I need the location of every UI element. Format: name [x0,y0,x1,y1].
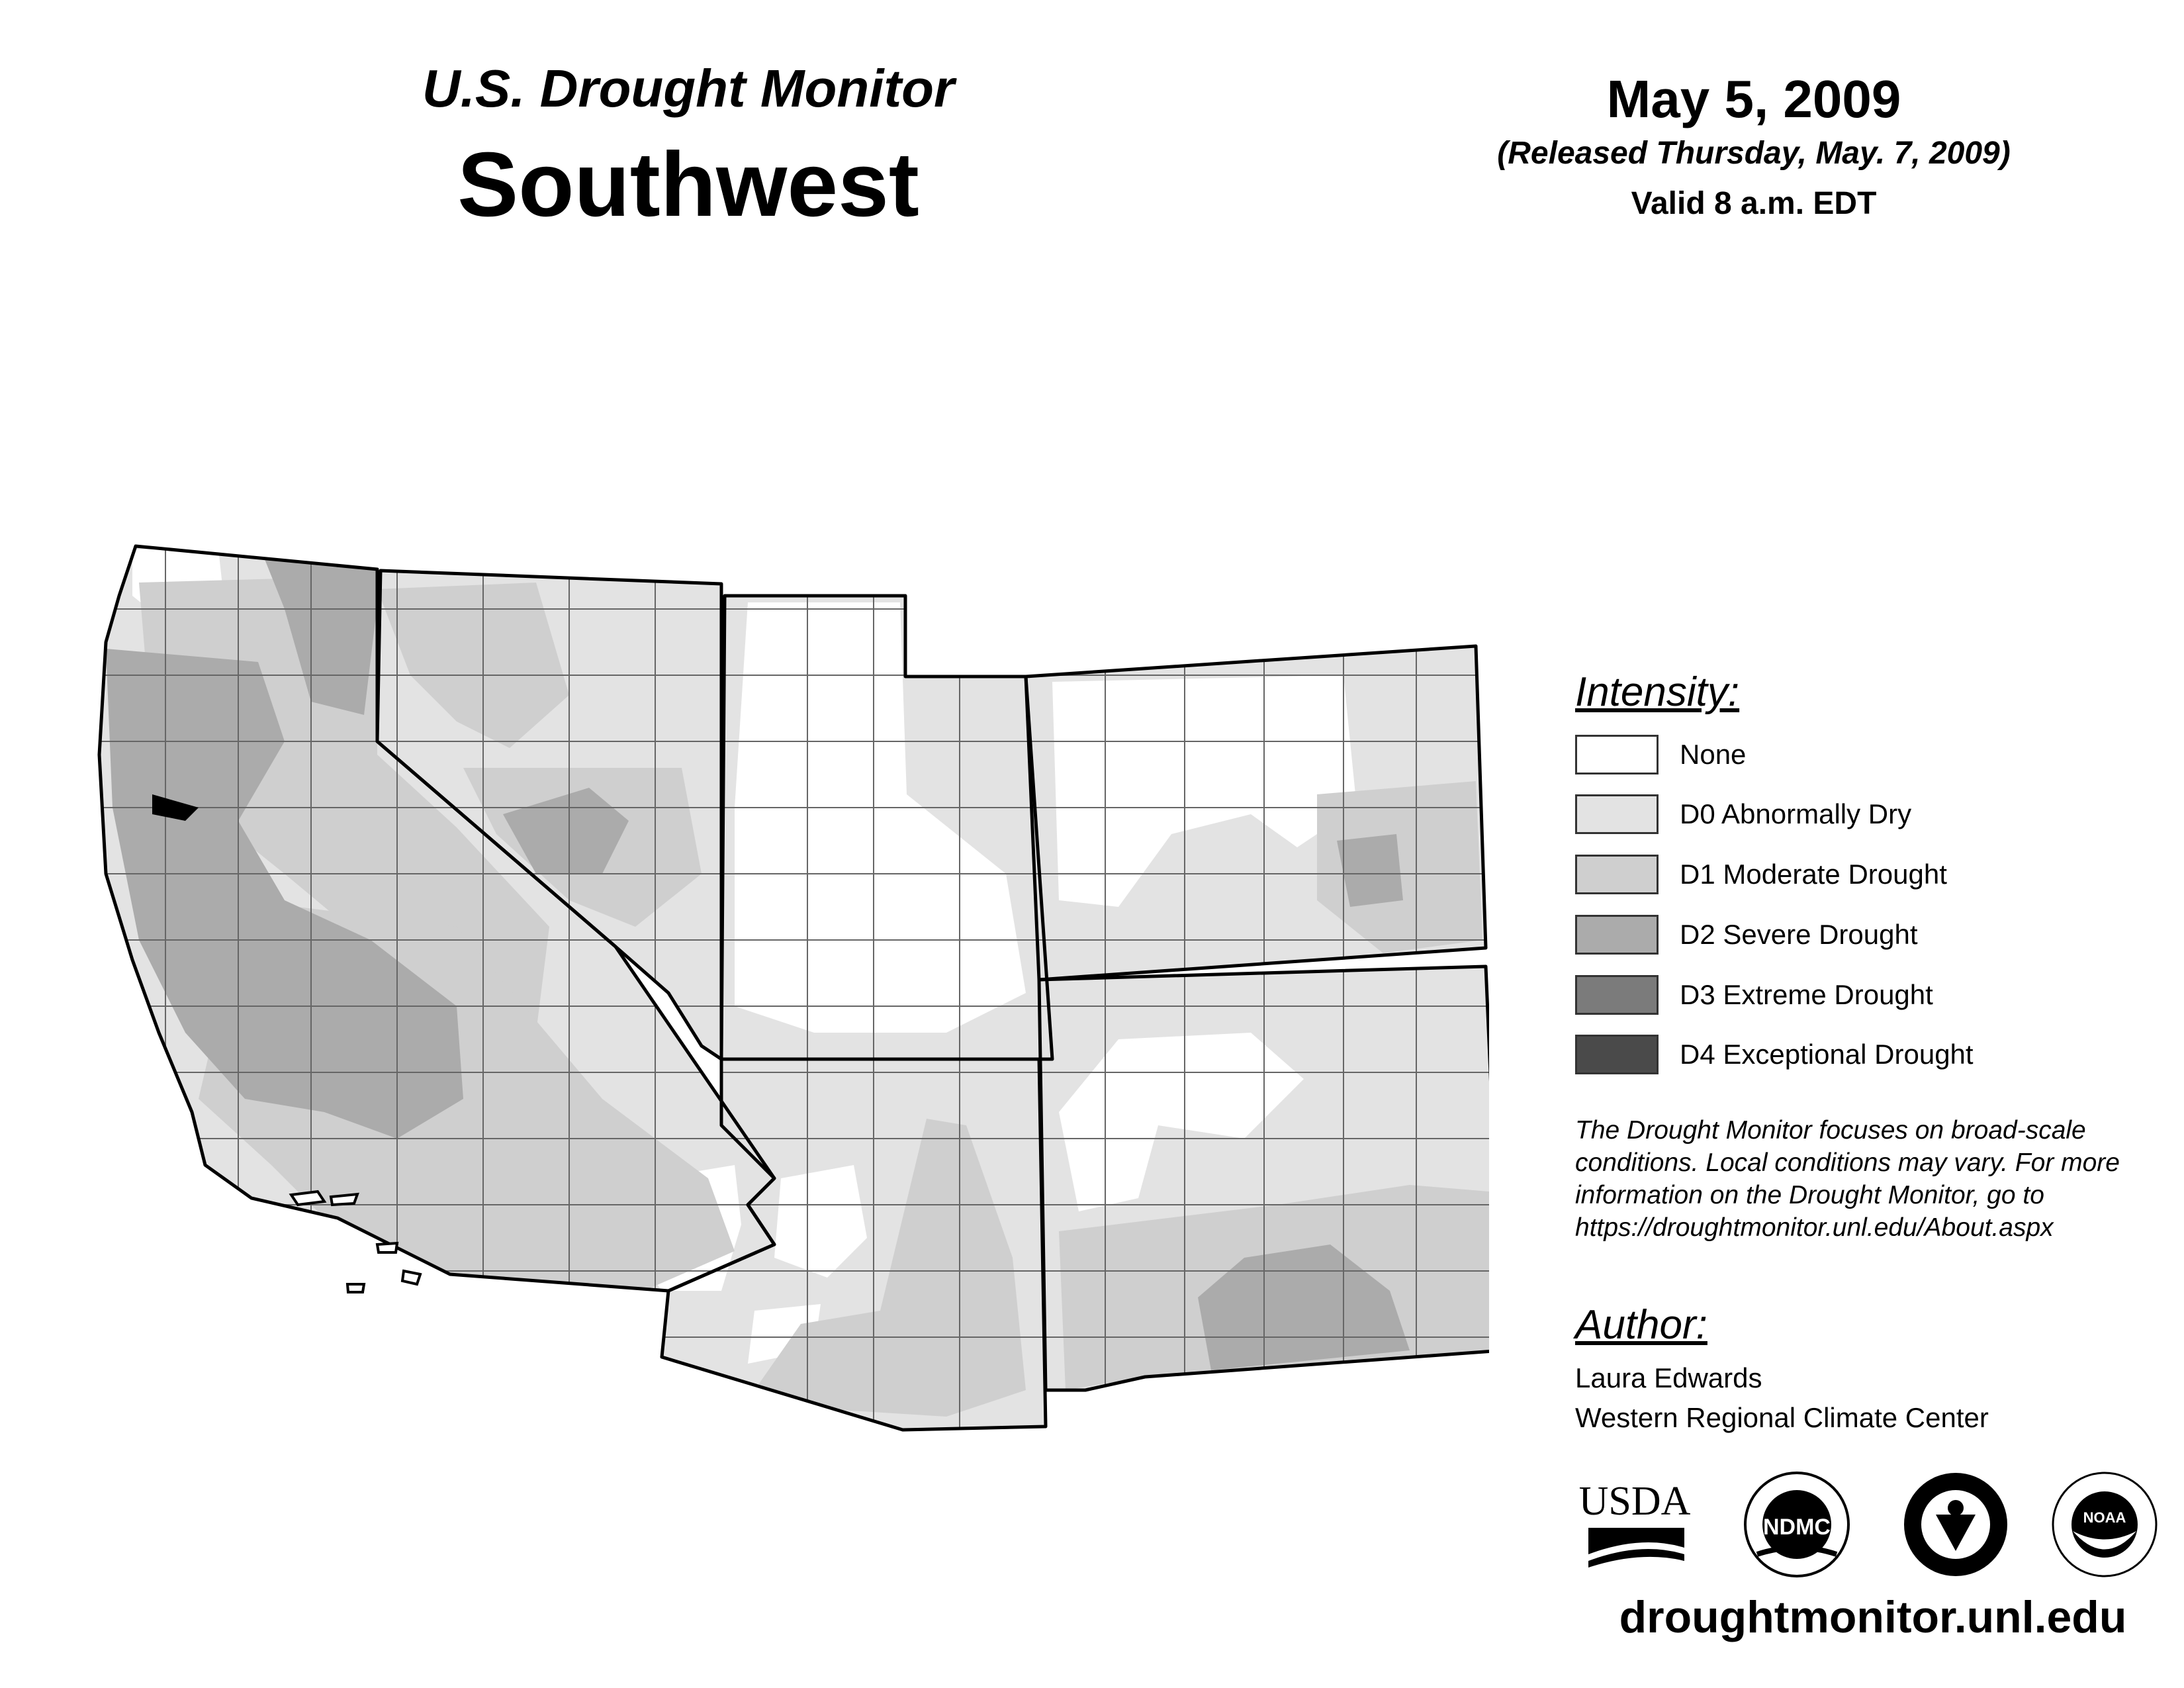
legend-item-d3 [1575,975,2078,1017]
usda-logo-text: USDA [1578,1479,1691,1524]
legend-heading: Intensity: [1575,669,1740,715]
disclaimer-line-3: information on the Drought Monitor, go to [1575,1181,2044,1209]
legend-label-none: None [1680,739,1747,770]
disclaimer-line-1: The Drought Monitor focuses on broad-scale [1575,1116,2086,1145]
map-date: May 5, 2009 [1606,70,1901,128]
legend-item-d0 [1575,794,2078,837]
author-heading: Author: [1575,1302,1707,1348]
legend-label-d1: D1 Moderate Drought [1680,859,1947,890]
drought-map [86,530,1489,1443]
legend-swatch-none [1575,735,1659,774]
legend-item-d2 [1575,915,2078,957]
legend-swatch-d0 [1575,794,1659,834]
noaa-logo [2053,1473,2156,1576]
legend-label-d2: D2 Severe Drought [1680,919,1918,950]
author-organization: Western Regional Climate Center [1575,1402,1989,1433]
legend-item-none [1575,735,2078,777]
legend-item-d1 [1575,855,2078,897]
legend-label-d3: D3 Extreme Drought [1680,979,1933,1010]
ndmc-logo-text: NDMC [1763,1515,1831,1540]
drought-shading [86,530,1489,1443]
commerce-seal-icon [1904,1473,2007,1576]
legend-label-d4: D4 Exceptional Drought [1680,1039,1974,1070]
disclaimer [1575,1114,2171,1244]
map-title: Southwest [457,134,919,236]
legend-swatch-d3 [1575,975,1659,1015]
legend-swatch-d4 [1575,1035,1659,1074]
legend-swatch-d1 [1575,855,1659,894]
disclaimer-line-4: https://droughtmonitor.unl.edu/About.aspx [1575,1213,2054,1242]
legend-label-d0: D0 Abnormally Dry [1680,798,1912,829]
author-name: Laura Edwards [1575,1362,1762,1393]
disclaimer-line-2: conditions. Local conditions may vary. For more [1575,1149,2120,1177]
map-subtitle: U.S. Drought Monitor [422,59,955,118]
usda-logo [1579,1479,1691,1568]
noaa-logo-text: NOAA [2083,1509,2126,1526]
valid-time: Valid 8 a.m. EDT [1631,186,1877,221]
ndmc-logo [1745,1473,1848,1576]
legend-swatch-d2 [1575,915,1659,955]
release-date: (Released Thursday, May. 7, 2009) [1497,136,2011,171]
agency-logos [1575,1468,2158,1607]
legend-item-d4 [1575,1035,2078,1077]
website-link[interactable]: droughtmonitor.unl.edu [1619,1592,2127,1642]
